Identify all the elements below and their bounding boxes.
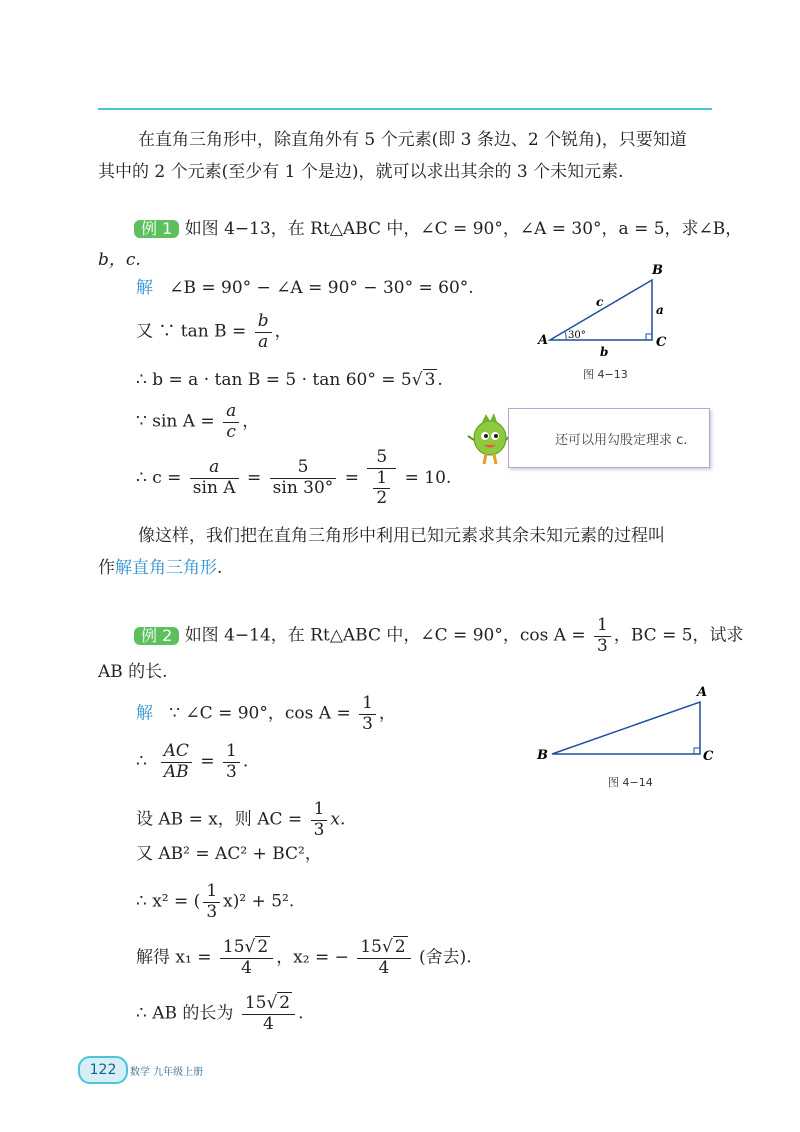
denominator: 4 [263, 1013, 274, 1034]
example2-step-1: 解 ∵ ∠C = 90°，cos A = $\frac{1}{3}$ ， [136, 693, 396, 734]
fraction [190, 458, 239, 498]
step-text: x. [330, 809, 346, 830]
example2-step-6 [136, 938, 472, 978]
fraction: $\frac{15√ 2}{4}$ [357, 938, 410, 978]
numerator: 1 [373, 469, 390, 490]
side-label-a: a [656, 303, 664, 317]
definition-line-1: 像这样，我们把在直角三角形中利用已知元素求其余未知元素的过程叫 [138, 526, 665, 546]
denominator: a [258, 331, 269, 352]
fraction [255, 312, 272, 352]
fraction [270, 458, 337, 498]
step-text: ∴ b = a · tan B = 5 · tan 60° = 5 [136, 370, 412, 390]
example1-step-4: ∵ sin A = $\frac{a}{c}$ ， [136, 401, 260, 442]
numerator: a [190, 458, 239, 479]
vertex-label-b: B [537, 748, 548, 763]
side-label-b: b [600, 345, 609, 359]
radicand: 2 [394, 937, 406, 957]
numerator-coefficient: 15 [222, 937, 245, 957]
example2-question-line2: AB 的长. [98, 662, 168, 682]
denominator [367, 469, 396, 509]
definition-text: . [217, 558, 223, 578]
step-text: (舍去). [419, 947, 472, 968]
triangle [552, 702, 700, 754]
fraction: $\frac{15√ 2}{4}$ [220, 938, 273, 978]
fraction [161, 742, 192, 782]
radicand: 3 [424, 370, 436, 390]
numerator: a [223, 402, 239, 423]
definition-term: 解直角三角形 [115, 558, 217, 578]
solution-label: 解 [136, 278, 153, 298]
fraction [223, 742, 240, 782]
step-text: ∠B = 90° − ∠A = 90° − 30° = 60°. [169, 278, 474, 298]
denominator: 3 [226, 761, 237, 782]
example2-step-3 [136, 800, 345, 840]
figure-4-14 [532, 684, 712, 770]
angle-arc [565, 332, 566, 340]
example2-step-7: ∴ AB 的长为 $\frac{15√ 2}{4}$ . [136, 993, 304, 1034]
vertex-label-a: A [538, 333, 549, 348]
top-rule [98, 108, 712, 110]
denominator: sin A [192, 477, 236, 498]
vertex-label-a: A [697, 685, 708, 700]
step-text: ∴ AB 的长为 [136, 1003, 234, 1024]
example2-question [134, 616, 744, 656]
numerator: 1 [223, 742, 240, 763]
triangle [550, 280, 652, 340]
numerator: 1 [594, 616, 611, 637]
step-text: ∴ c = [136, 467, 182, 488]
mascot-icon [466, 412, 512, 468]
numerator: 5 [270, 458, 337, 479]
side-label-c: c [596, 295, 604, 309]
example2-step-5: ∴ x² = ( $\frac{1}{3}$ x)² + 5². [136, 881, 295, 922]
example2-tag: 例 2 [134, 627, 179, 645]
radicand: 2 [279, 993, 291, 1013]
hint-note [508, 408, 710, 468]
step-text: ，x₂ = − [276, 947, 349, 968]
step-text: ∴ [136, 751, 147, 772]
step-text: 设 AB = x，则 AC = [136, 809, 303, 830]
step-text: = 10. [404, 467, 452, 488]
denominator: 4 [378, 957, 390, 978]
compound-fraction [367, 448, 396, 509]
step-text: ∵ ∠C = 90°，cos A = [169, 703, 351, 724]
example1-tag: 例 1 [134, 220, 179, 238]
example2-step-2: ∴ $\frac{AC}{AB}$ = $\frac{1}{3}$ . [136, 741, 249, 782]
fraction: $\frac{15√ 2}{4}$ [242, 994, 295, 1034]
page-number: 122 [78, 1056, 128, 1084]
solution-label: 解 [136, 703, 153, 724]
denominator: AB [163, 761, 189, 782]
vertex-label-b: B [652, 263, 663, 278]
vertex-label-c: C [656, 335, 667, 350]
step-text: ∵ sin A = [136, 411, 215, 432]
figure-4-13 [530, 262, 680, 382]
step-text: = [200, 751, 215, 772]
denominator: 3 [597, 635, 608, 656]
hint-text: 还可以用勾股定理求 c. [555, 433, 688, 448]
denominator: 4 [241, 957, 252, 978]
fraction [223, 402, 239, 442]
fraction [311, 800, 328, 840]
vertex-label-c: C [703, 749, 714, 764]
right-angle-mark [646, 334, 652, 340]
numerator-coefficient: 15 [244, 993, 267, 1013]
intro-line-1: 在直角三角形中，除直角外有 5 个元素(即 3 条边、2 个锐角)，只要知道 [138, 130, 687, 150]
figure-4-13-caption: 图 4−13 [583, 368, 628, 381]
question-text: ，BC = 5，试求 [613, 625, 744, 646]
denominator: 3 [206, 901, 218, 922]
example1-step-3: ∴ b = a · tan B = 5 · tan 60° = 5√ 3 . [136, 370, 443, 390]
inner-fraction [373, 469, 390, 509]
numerator: 1 [203, 882, 220, 903]
example2-step-4: 又 AB² = AC² + BC²， [136, 844, 322, 864]
fraction [203, 882, 220, 922]
numerator: AC [161, 742, 192, 763]
question-text: 如图 4−14，在 Rt△ABC 中，∠C = 90°，cos A = [184, 625, 586, 646]
fraction [359, 694, 376, 734]
step-text: 又 ∵ tan B = [136, 321, 247, 342]
denominator: 3 [313, 819, 325, 840]
numerator: 1 [359, 694, 376, 715]
numerator: 1 [311, 800, 328, 821]
radicand: 2 [257, 937, 269, 957]
intro-line-2: 其中的 2 个元素(至少有 1 个是边)，就可以求出其余的 3 个未知元素. [98, 162, 624, 182]
example1-step-2: 又 ∵ tan B = $\frac{b}{a}$ ， [136, 311, 292, 352]
example1-step-1 [136, 280, 474, 297]
angle-label: 30° [568, 330, 586, 341]
step-text: 解得 x₁ = [136, 947, 212, 968]
denominator: 2 [376, 488, 388, 509]
denominator: sin 30° [272, 477, 334, 498]
fraction [594, 616, 611, 656]
numerator: 5 [367, 448, 396, 469]
numerator: b [255, 312, 272, 333]
numerator-coefficient: 15 [360, 937, 382, 957]
example1-question [134, 220, 742, 238]
figure-4-14-caption: 图 4−14 [608, 776, 653, 789]
definition-line-2 [98, 560, 222, 577]
step-text: x)² + 5². [223, 891, 295, 912]
right-angle-mark [694, 748, 700, 754]
step-text: ∴ x² = [136, 891, 189, 912]
definition-text: 作 [98, 558, 115, 578]
book-title: 数学 九年级上册 [130, 1067, 204, 1078]
example1-step-5: ∴ c = $\frac{a}{\text{sin A}}$ = $\frac{5}{\sin 30^\circ}$ = $\frac{5}{\frac{1}{2}}$ = 10. [136, 447, 452, 509]
example1-question-text: 如图 4−13，在 Rt△ABC 中，∠C = 90°，∠A = 30°，a = 5，求∠B， [184, 219, 743, 239]
example1-question-line2: b，c. [98, 250, 141, 270]
denominator: 3 [362, 713, 373, 734]
denominator: c [226, 421, 236, 442]
